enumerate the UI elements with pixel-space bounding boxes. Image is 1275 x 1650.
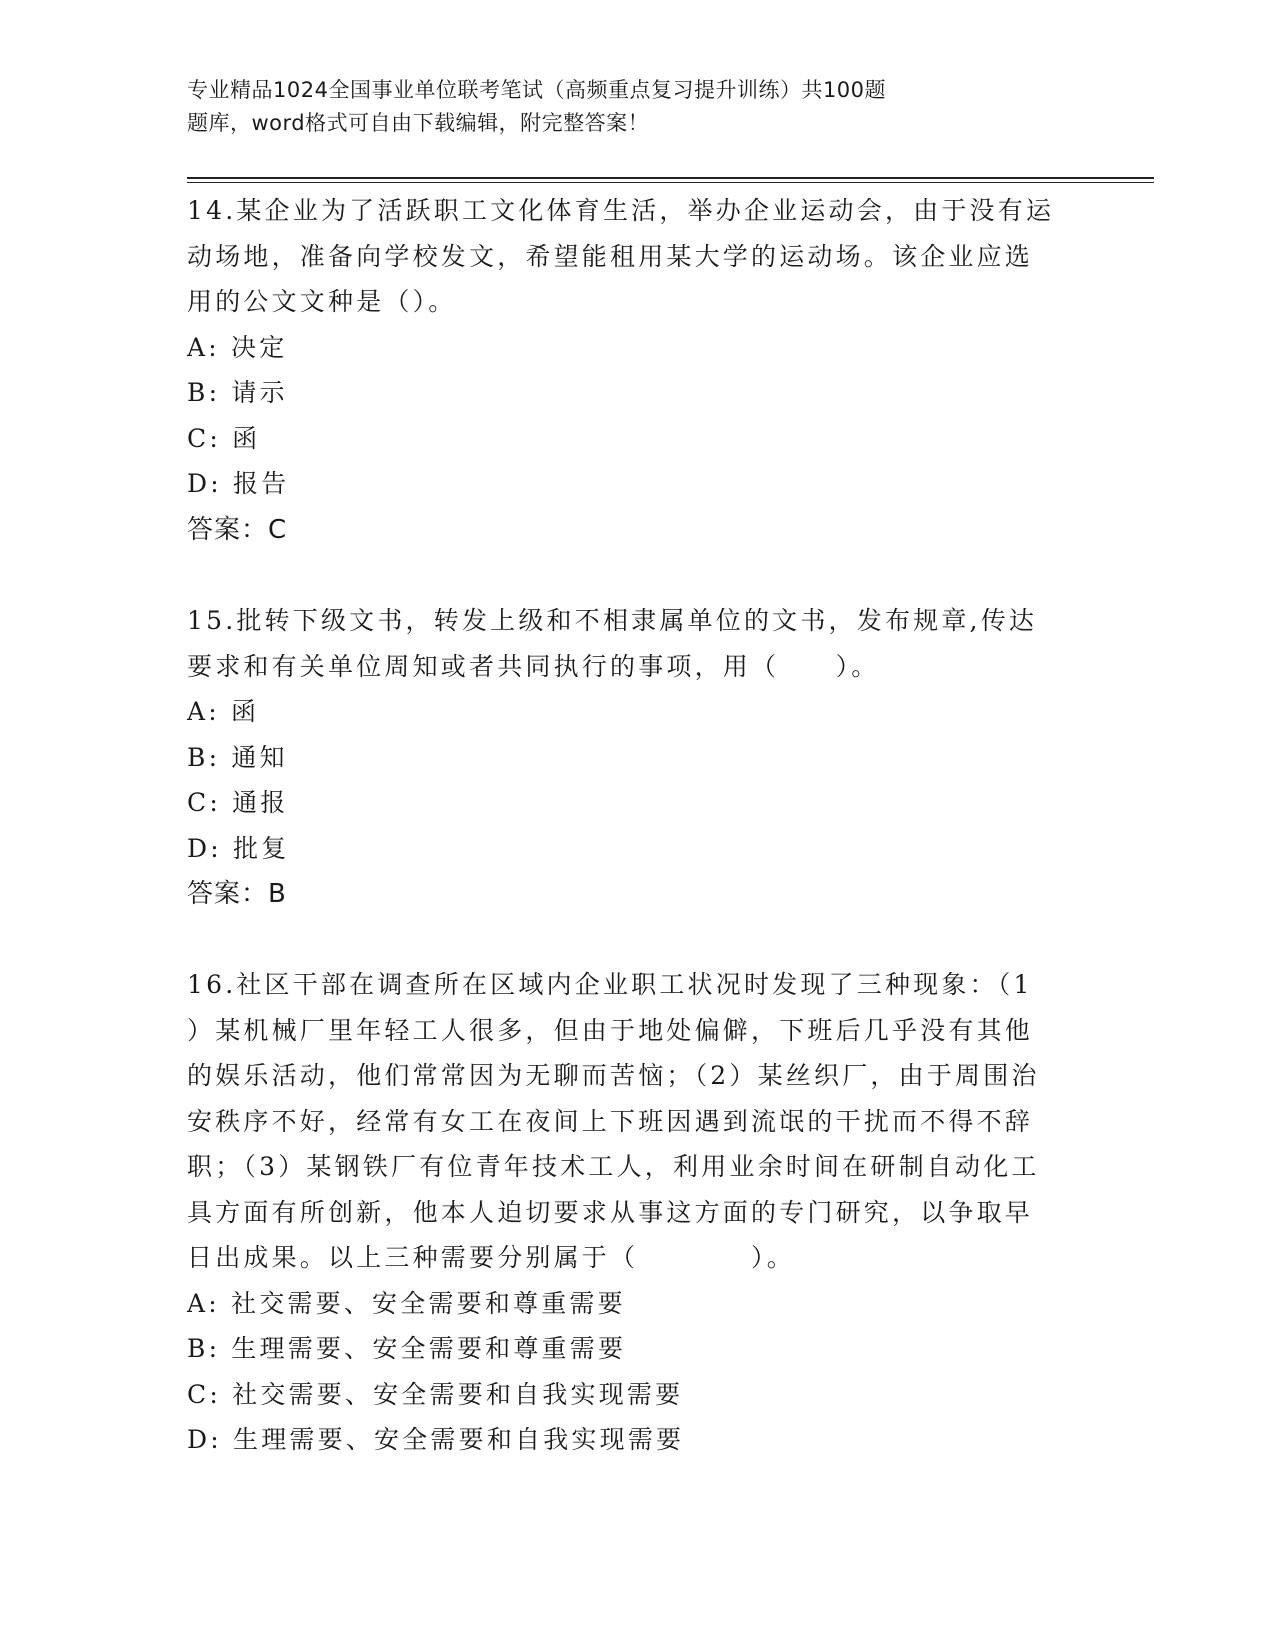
- option-b: B: 生理需要、安全需要和尊重需要: [187, 1334, 627, 1363]
- option-b: B: 请示: [187, 378, 288, 407]
- answer-line: 答案：C: [187, 514, 288, 545]
- option-b: B: 通知: [187, 742, 288, 772]
- option-d: D: 批复: [187, 833, 290, 863]
- question-text-line: 15.批转下级文书，转发上级和不相隶属单位的文书，发布规章,传达: [187, 606, 1038, 635]
- option-d: D: 报告: [187, 469, 290, 498]
- header-line-2: 题库，word格式可自由下载编辑，附完整答案！: [187, 111, 650, 135]
- question-text-line: ）某机械厂里年轻工人很多，但由于地处偏僻，下班后几乎没有其他: [187, 1015, 1034, 1045]
- option-a: A: 函: [187, 697, 260, 726]
- option-c: C: 通报: [187, 788, 289, 817]
- question-text-line: 日出成果。以上三种需要分别属于（ ）。: [187, 1243, 795, 1272]
- question-text-line: 14.某企业为了活跃职工文化体育生活，举办企业运动会，由于没有运: [187, 196, 1055, 225]
- question-text-line: 要求和有关单位周知或者共同执行的事项，用（ ）。: [187, 651, 880, 681]
- header-divider-thin: [187, 182, 1154, 183]
- option-a: A: 决定: [187, 332, 288, 362]
- header-line-1: 专业精品1024全国事业单位联考笔试（高频重点复习提升训练）共100题: [187, 78, 887, 102]
- option-c: C: 函: [187, 423, 261, 453]
- question-text-line: 动场地，准备向学校发文，希望能租用某大学的运动场。该企业应选: [187, 241, 1034, 271]
- question-15: [187, 598, 1087, 917]
- question-text-line: 职；（3）某钢铁厂有位青年技术工人，利用业余时间在研制自动化工: [187, 1152, 1040, 1181]
- document-header: [187, 74, 1047, 140]
- question-text-line: 16.社区干部在调查所在区域内企业职工状况时发现了三种现象：（1: [187, 970, 1033, 999]
- option-c: C: 社交需要、安全需要和自我实现需要: [187, 1379, 684, 1409]
- option-d: D: 生理需要、安全需要和自我实现需要: [187, 1425, 685, 1454]
- option-a: A: 社交需要、安全需要和尊重需要: [187, 1288, 626, 1318]
- answer-line: 答案：B: [187, 879, 287, 909]
- header-divider-thick: [187, 177, 1154, 179]
- question-text-line: 用的公文文种是（）。: [187, 287, 457, 316]
- question-14: [187, 188, 1087, 553]
- question-text-line: 安秩序不好，经常有女工在夜间上下班因遇到流氓的干扰而不得不辞: [187, 1106, 1034, 1136]
- question-text-line: 具方面有所创新，他本人迫切要求从事这方面的专门研究，以争取早: [187, 1197, 1034, 1227]
- question-text-line: 的娱乐活动，他们常常因为无聊而苦恼；（2）某丝织厂，由于周围治: [187, 1061, 1040, 1090]
- question-16: [187, 962, 1087, 1463]
